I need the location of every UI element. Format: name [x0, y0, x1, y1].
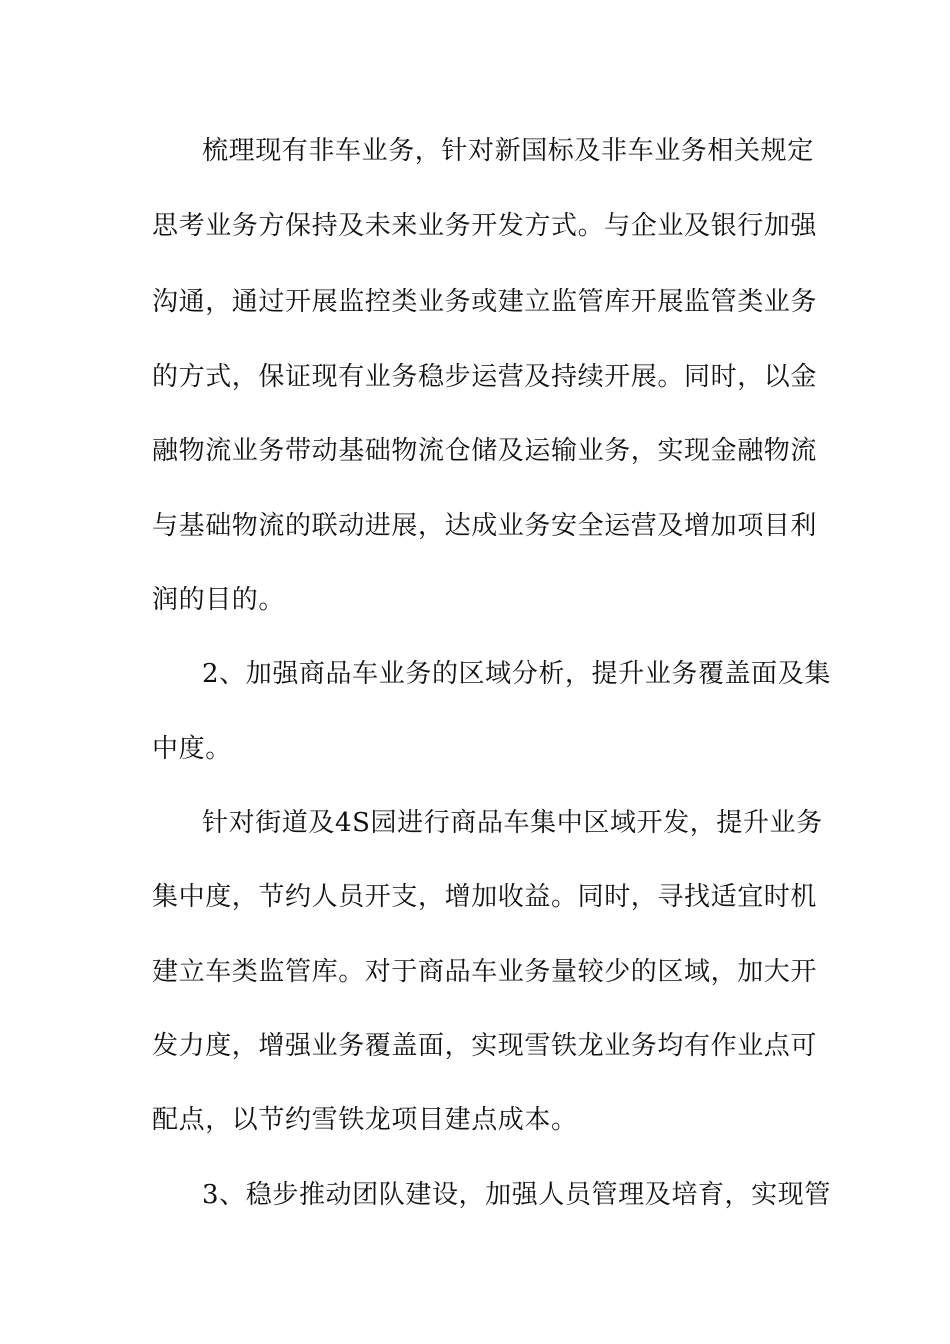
paragraph-1-line-7: 润的目的。: [152, 585, 286, 615]
section-heading-2-line-2: 中度。: [152, 734, 232, 764]
section-heading-3-line-1: 3、稳步推动团队建设，加强人员管理及培育，实现管: [202, 1180, 831, 1210]
paragraph-1-line-4: 的方式，保证现有业务稳步运营及持续开展。同时，以金: [152, 362, 818, 392]
paragraph-2-line-3: 建立车类监管库。对于商品车业务量较少的区域，加大开: [152, 957, 818, 987]
paragraph-1-line-3: 沟通，通过开展监控类业务或建立监管库开展监管类业务: [152, 287, 818, 317]
paragraph-2-line-2: 集中度，节约人员开支，增加收益。同时，寻找适宜时机: [152, 882, 818, 912]
paragraph-1-line-1: 梳理现有非车业务，针对新国标及非车业务相关规定: [202, 136, 814, 166]
paragraph-1-line-2: 思考业务方保持及未来业务开发方式。与企业及银行加强: [152, 211, 818, 241]
paragraph-1-line-6: 与基础物流的联动进展，达成业务安全运营及增加项目利: [152, 511, 818, 541]
section-heading-2-line-1: 2、加强商品车业务的区域分析，提升业务覆盖面及集: [202, 659, 831, 689]
paragraph-2-line-1: 针对街道及4S园进行商品车集中区域开发，提升业务: [202, 808, 823, 838]
paragraph-2-line-5: 配点，以节约雪铁龙项目建点成本。: [152, 1105, 578, 1135]
paragraph-2-line-4: 发力度，增强业务覆盖面，实现雪铁龙业务均有作业点可: [152, 1031, 818, 1061]
paragraph-1-line-5: 融物流业务带动基础物流仓储及运输业务，实现金融物流: [152, 436, 818, 466]
